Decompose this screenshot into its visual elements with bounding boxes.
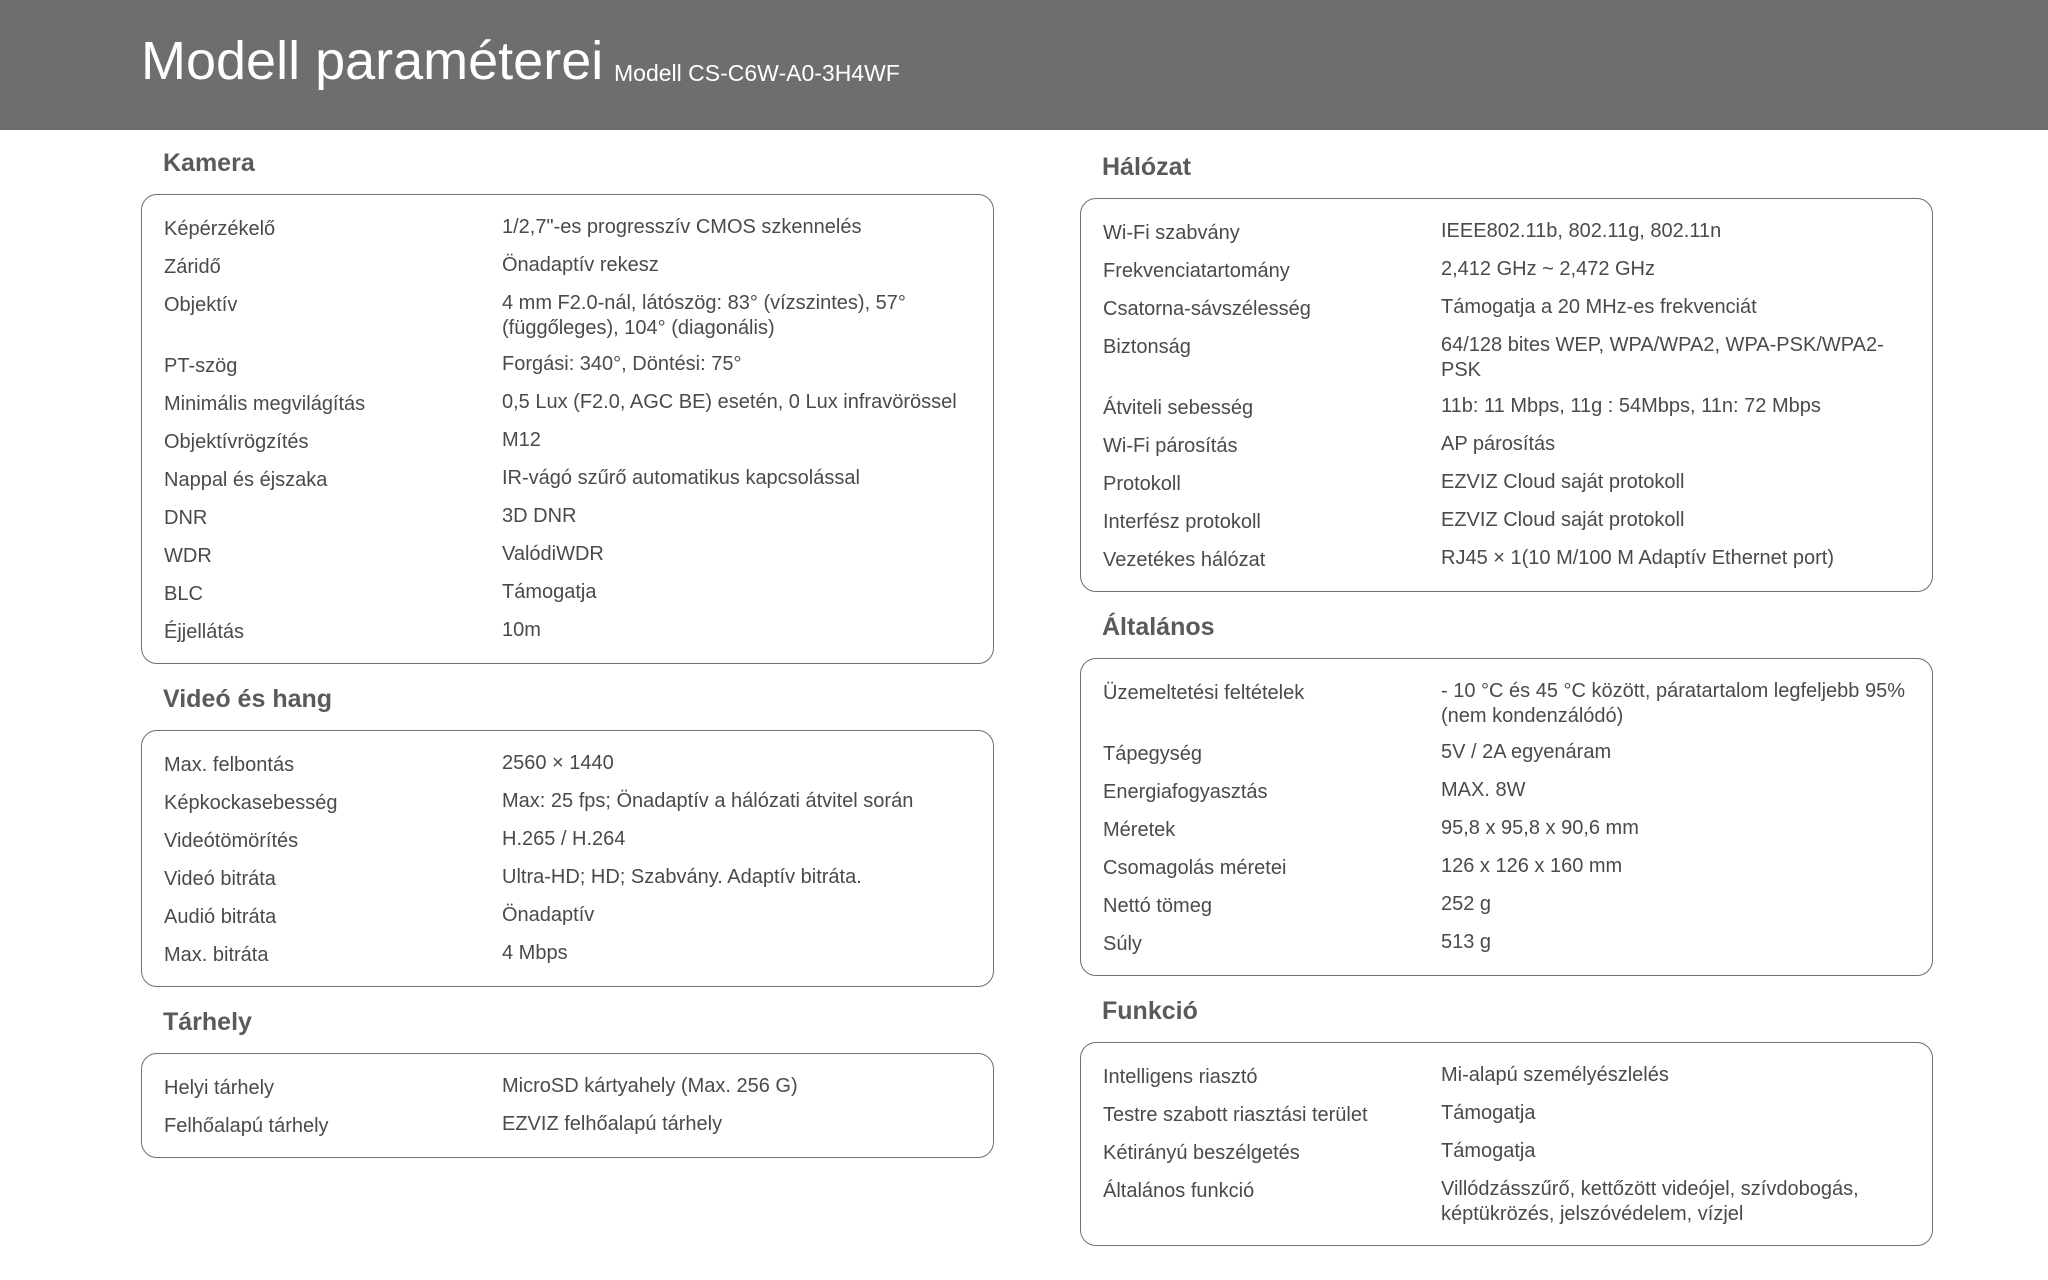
spec-label: Protokoll <box>1103 473 1181 495</box>
spec-value: RJ45 × 1(10 M/100 M Adaptív Ethernet port) <box>1441 547 1834 569</box>
spec-value: MicroSD kártyahely (Max. 256 G) <box>502 1075 798 1097</box>
spec-row <box>164 618 971 645</box>
spec-value: 95,8 x 95,8 x 90,6 mm <box>1441 817 1639 839</box>
spec-row <box>1103 1139 1910 1166</box>
spec-row <box>164 352 971 379</box>
spec-row <box>1103 816 1910 843</box>
spec-value: EZVIZ Cloud saját protokoll <box>1441 471 1685 493</box>
spec-row <box>1103 930 1910 957</box>
spec-label: DNR <box>164 507 208 529</box>
spec-value: 64/128 bites WEP, WPA/WPA2, WPA-PSK/WPA2-PSK <box>1441 334 1884 381</box>
spec-box-funkcio <box>1080 1042 1933 1246</box>
spec-box-video <box>141 730 994 987</box>
spec-value: H.265 / H.264 <box>502 828 626 850</box>
spec-value: Villódzásszűrő, kettőzött videójel, szívdobogás, képtükrözés, jelszóvédelem, vízjel <box>1441 1178 1859 1225</box>
section-title-altalanos: Általános <box>1102 613 1215 641</box>
spec-label: Videó bitrátа <box>164 868 276 890</box>
spec-row <box>164 827 971 854</box>
spec-value: 0,5 Lux (F2.0, AGC BE) esetén, 0 Lux infravörössel <box>502 391 957 413</box>
spec-row <box>164 751 971 778</box>
spec-box-tarhely <box>141 1053 994 1158</box>
spec-label: Minimális megvilágítás <box>164 393 366 415</box>
spec-row <box>1103 257 1910 284</box>
spec-label: Intelligens riasztó <box>1103 1066 1258 1088</box>
spec-value: Max: 25 fps; Önadaptív a hálózati átvitel során <box>502 790 914 812</box>
spec-label: Átviteli sebesség <box>1103 397 1254 419</box>
spec-value: Támogatja <box>1441 1102 1536 1124</box>
spec-value: - 10 °C és 45 °C között, páratartalom legfeljebb 95% (nem kondenzálódó) <box>1441 680 1906 727</box>
spec-label: Záridő <box>164 256 221 278</box>
spec-value: ValódiWDR <box>502 543 604 565</box>
spec-value: Ultra-HD; HD; Szabvány. Adaptív bitráta. <box>502 866 862 888</box>
spec-label: Wi-Fi párosítás <box>1103 435 1238 457</box>
spec-value: IR-vágó szűrő automatikus kapcsolással <box>502 467 860 489</box>
section-title-video: Videó és hang <box>163 685 333 713</box>
spec-row <box>1103 546 1910 573</box>
spec-row <box>1103 219 1910 246</box>
spec-label: Kétirányú beszélgetés <box>1103 1142 1300 1164</box>
spec-value: 252 g <box>1441 893 1492 915</box>
spec-value: Támogatja <box>502 581 597 603</box>
spec-label: Képérzékelő <box>164 218 276 240</box>
spec-row <box>1103 470 1910 497</box>
spec-label: Testre szabott riasztási terület <box>1103 1104 1368 1126</box>
spec-label: Interfész protokoll <box>1103 511 1261 533</box>
spec-row <box>164 1074 971 1101</box>
spec-value: 513 g <box>1441 931 1492 953</box>
spec-value: 4 Mbps <box>502 942 568 964</box>
spec-label: Csatorna-sávszélesség <box>1103 298 1311 320</box>
spec-label: Objektív <box>164 294 238 316</box>
spec-label: Frekvenciatartomány <box>1103 260 1290 282</box>
spec-row <box>164 428 971 455</box>
spec-value: 10m <box>502 619 541 641</box>
spec-label: Üzemeltetési feltételek <box>1103 682 1305 704</box>
spec-row <box>1103 854 1910 881</box>
section-title-funkcio: Funkció <box>1102 997 1198 1025</box>
spec-box-altalanos <box>1080 658 1933 976</box>
spec-value: Támogatja a 20 MHz-es frekvenciát <box>1441 296 1757 318</box>
spec-value: 11b: 11 Mbps, 11g : 54Mbps, 11n: 72 Mbps <box>1441 395 1821 417</box>
spec-value: 2,412 GHz ~ 2,472 GHz <box>1441 258 1656 280</box>
spec-row <box>1103 1101 1910 1128</box>
spec-row <box>1103 432 1910 459</box>
spec-value: MAX. 8W <box>1441 779 1526 801</box>
spec-label: Tápegység <box>1103 743 1202 765</box>
spec-box-halozat <box>1080 198 1933 592</box>
spec-row <box>164 466 971 493</box>
spec-row <box>1103 740 1910 767</box>
spec-row <box>164 253 971 280</box>
spec-value: 2560 × 1440 <box>502 752 614 774</box>
spec-row <box>1103 1063 1910 1090</box>
page-title: Modell paraméterei <box>141 31 604 91</box>
spec-row <box>164 580 971 607</box>
spec-row <box>164 941 971 968</box>
spec-row <box>164 789 971 816</box>
spec-label: Éjjellátás <box>164 621 245 643</box>
spec-label: PT-szög <box>164 355 238 377</box>
page-header <box>0 0 2048 130</box>
spec-label: Nettó tömeg <box>1103 895 1212 917</box>
spec-value: M12 <box>502 429 541 451</box>
spec-value: Önadaptív rekesz <box>502 254 659 276</box>
spec-value: Támogatja <box>1441 1140 1536 1162</box>
spec-label: Wi-Fi szabvány <box>1103 222 1240 244</box>
left-column <box>141 146 994 1176</box>
spec-value: EZVIZ Cloud saját protokoll <box>1441 509 1685 531</box>
spec-value: Forgási: 340°, Döntési: 75° <box>502 353 742 375</box>
spec-row <box>164 542 971 569</box>
spec-label: Általános funkció <box>1103 1180 1255 1202</box>
spec-value: AP párosítás <box>1441 433 1556 455</box>
spec-value: IEEE802.11b, 802.11g, 802.11n <box>1441 220 1722 242</box>
spec-row <box>164 390 971 417</box>
spec-row <box>1103 1177 1910 1227</box>
spec-value: EZVIZ felhőalapú tárhely <box>502 1113 723 1135</box>
spec-label: Audió bitráta <box>164 906 277 928</box>
section-title-kamera: Kamera <box>163 149 255 177</box>
model-number: Modell CS-C6W-A0-3H4WF <box>614 60 900 86</box>
spec-label: Vezetékes hálózat <box>1103 549 1266 571</box>
spec-label: Energiafogyasztás <box>1103 781 1268 803</box>
spec-row <box>1103 394 1910 421</box>
spec-value: 1/2,7"-es progresszív CMOS szkennelés <box>502 216 862 238</box>
spec-row <box>164 1112 971 1139</box>
spec-label: Csomagolás méretei <box>1103 857 1287 879</box>
spec-row <box>1103 679 1910 729</box>
spec-row <box>164 865 971 892</box>
spec-label: Képkockasebesség <box>164 792 338 814</box>
section-title-halozat: Hálózat <box>1102 153 1191 181</box>
spec-value: 4 mm F2.0-nál, látószög: 83° (vízszintes), 57° (függőleges), 104° (diagonális) <box>502 292 906 339</box>
spec-label: Méretek <box>1103 819 1176 841</box>
spec-value: 5V / 2A egyenáram <box>1441 741 1612 763</box>
spec-label: BLC <box>164 583 203 605</box>
spec-box-kamera <box>141 194 994 664</box>
spec-label: Max. bitráta <box>164 944 269 966</box>
spec-label: Felhőalapú tárhely <box>164 1115 329 1137</box>
spec-row <box>1103 892 1910 919</box>
spec-row <box>1103 508 1910 535</box>
spec-row <box>164 504 971 531</box>
spec-row <box>1103 778 1910 805</box>
spec-label: WDR <box>164 545 212 567</box>
spec-value: 126 x 126 x 160 mm <box>1441 855 1623 877</box>
spec-row <box>164 903 971 930</box>
spec-label: Nappal és éjszaka <box>164 469 328 491</box>
spec-label: Helyi tárhely <box>164 1077 275 1099</box>
spec-value: Mi-alapú személyészlelés <box>1441 1064 1669 1086</box>
section-title-tarhely: Tárhely <box>163 1008 252 1036</box>
spec-row <box>1103 333 1910 383</box>
right-column <box>1080 150 1933 1264</box>
spec-row <box>164 291 971 341</box>
spec-row <box>164 215 971 242</box>
spec-label: Súly <box>1103 933 1142 955</box>
spec-label: Videótömörítés <box>164 830 299 852</box>
spec-row <box>1103 295 1910 322</box>
spec-label: Objektívrögzítés <box>164 431 309 453</box>
spec-value: Önadaptív <box>502 904 595 926</box>
spec-value: 3D DNR <box>502 505 577 527</box>
spec-label: Biztonság <box>1103 336 1191 358</box>
spec-label: Max. felbontás <box>164 754 295 776</box>
